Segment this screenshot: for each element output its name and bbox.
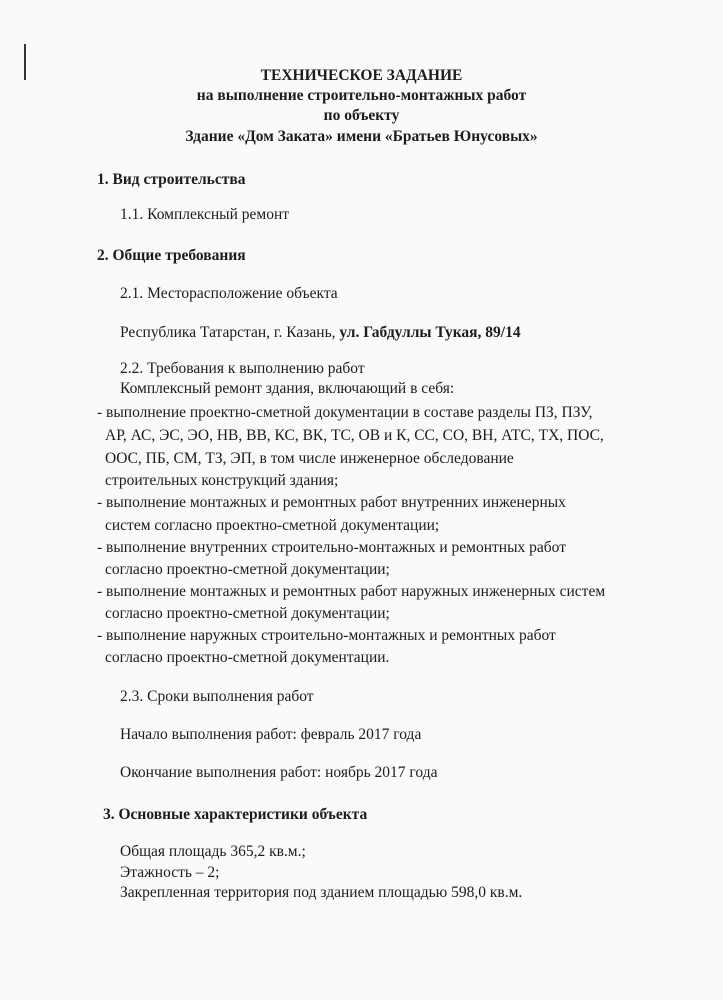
- doc-title: ТЕХНИЧЕСКОЕ ЗАДАНИЕ: [260, 67, 463, 84]
- item-2-2: 2.2. Требования к выполнению работ: [120, 360, 365, 377]
- list-item: - выполнение внутренних строительно-монтажных и ремонтных работ: [97, 539, 566, 556]
- address: [120, 323, 521, 343]
- list-item: - выполнение наружных строительно-монтажных и ремонтных работ: [97, 627, 556, 644]
- list-item: согласно проектно-сметной документации;: [105, 561, 390, 578]
- section-1-heading: 1. Вид строительства: [97, 171, 246, 188]
- section-2-heading: 2. Общие требования: [97, 247, 246, 264]
- section-3-heading: 3. Основные характеристики объекта: [103, 806, 368, 823]
- list-item: - выполнение проектно-сметной документации в составе разделы ПЗ, ПЗУ,: [97, 404, 593, 421]
- requirements-intro: Комплексный ремонт здания, включающий в себя:: [120, 380, 455, 397]
- work-end: Окончание выполнения работ: ноябрь 2017 года: [120, 764, 438, 781]
- floors: Этажность – 2;: [120, 864, 220, 881]
- doc-object-name: Здание «Дом Заката» имени «Братьев Юнусовых»: [185, 128, 538, 145]
- address-prefix: Республика Татарстан, г. Казань,: [120, 324, 340, 341]
- total-area: Общая площадь 365,2 кв.м.;: [120, 843, 306, 860]
- address-street: ул. Габдуллы Тукая, 89/14: [339, 324, 521, 341]
- item-1-1: 1.1. Комплексный ремонт: [120, 206, 290, 223]
- item-2-1: 2.1. Месторасположение объекта: [120, 285, 338, 302]
- list-item: - выполнение монтажных и ремонтных работ внутренних инженерных: [97, 494, 566, 511]
- list-item: АР, АС, ЭС, ЭО, НВ, ВВ, КС, ВК, ТС, ОВ и К, СС, СО, ВН, АТС, ТХ, ПОС,: [105, 427, 604, 444]
- list-item: строительных конструкций здания;: [105, 472, 339, 489]
- doc-subtitle: на выполнение строительно-монтажных работ: [196, 87, 527, 104]
- list-item: систем согласно проектно-сметной документации;: [105, 517, 440, 534]
- work-start: Начало выполнения работ: февраль 2017 года: [120, 726, 422, 743]
- list-item: согласно проектно-сметной документации.: [105, 649, 390, 666]
- list-item: согласно проектно-сметной документации;: [105, 605, 390, 622]
- item-2-3: 2.3. Сроки выполнения работ: [120, 688, 314, 705]
- doc-subtitle-object: по объекту: [323, 107, 400, 124]
- territory-area: Закрепленная территория под зданием площадью 598,0 кв.м.: [120, 884, 523, 901]
- list-item: - выполнение монтажных и ремонтных работ наружных инженерных систем: [97, 583, 606, 600]
- list-item: ООС, ПБ, СМ, ТЗ, ЭП, в том числе инженерное обследование: [105, 450, 514, 467]
